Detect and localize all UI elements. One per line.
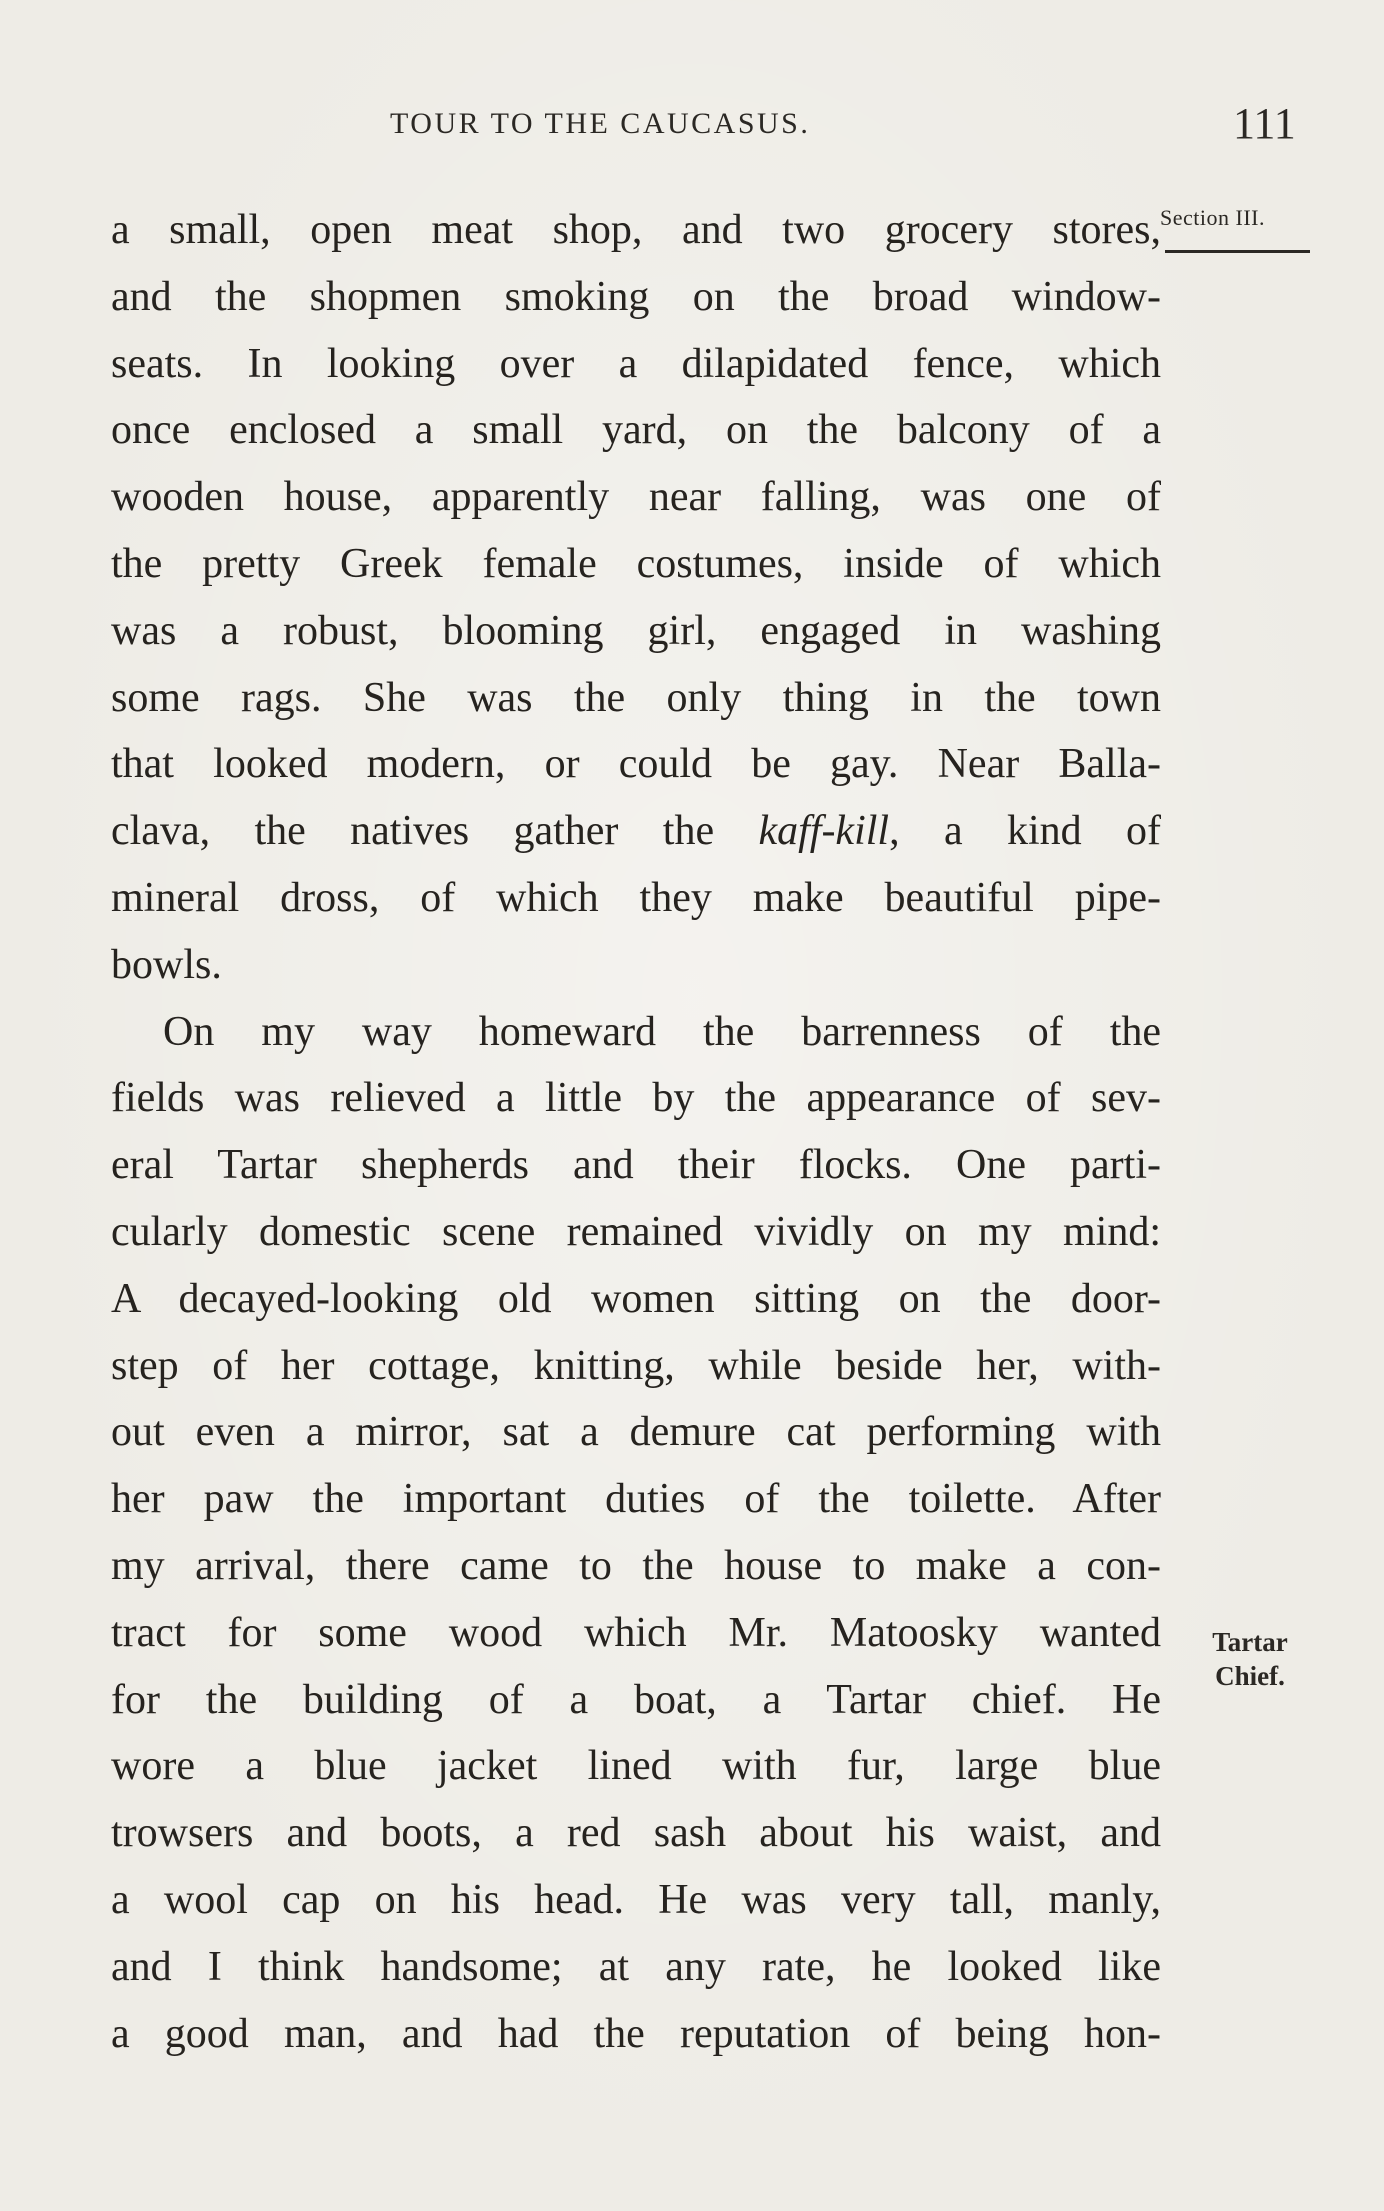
text-line: seats. In looking over a dilapidated fence, which (111, 340, 1161, 387)
section-sidenote: Section III. (1160, 205, 1265, 230)
text-line: wooden house, apparently near falling, was one of (111, 474, 1161, 521)
text-line: eral Tartar shepherds and their flocks. One parti- (111, 1142, 1161, 1189)
tartar-chief-sidenote (1195, 1625, 1305, 1693)
paragraph-start-line: On my way homeward the barrenness of the (163, 1008, 1161, 1055)
text-line: her paw the important duties of the toilette. After (111, 1476, 1161, 1523)
text-line: was a robust, blooming girl, engaged in washing (111, 607, 1161, 654)
text-fragment: clava, the natives gather the (111, 808, 759, 855)
text-line: a good man, and had the reputation of being hon- (111, 2010, 1161, 2057)
text-fragment: , a kind of (889, 808, 1161, 855)
text-line: that looked modern, or could be gay. Near Balla- (111, 741, 1161, 788)
text-line: fields was relieved a little by the appearance of sev- (111, 1075, 1161, 1122)
text-line: A decayed-looking old women sitting on the door- (111, 1275, 1161, 1322)
text-line: step of her cottage, knitting, while beside her, with- (111, 1342, 1161, 1389)
text-line: my arrival, there came to the house to make a con- (111, 1542, 1161, 1589)
text-line: mineral dross, of which they make beautiful pipe- (111, 874, 1161, 921)
text-line: some rags. She was the only thing in the town (111, 674, 1161, 721)
sidenote-rule (1165, 250, 1310, 253)
text-line-with-italic (111, 798, 1161, 865)
text-line: for the building of a boat, a Tartar chief. He (111, 1676, 1161, 1723)
sidenote-tartar-line: Tartar (1212, 1627, 1288, 1657)
text-line: wore a blue jacket lined with fur, large blue (111, 1743, 1161, 1790)
text-line: trowsers and boots, a red sash about his waist, and (111, 1810, 1161, 1857)
text-line: the pretty Greek female costumes, inside of which (111, 540, 1161, 587)
text-line: and I think handsome; at any rate, he looked like (111, 1943, 1161, 1990)
text-line: bowls. (111, 941, 222, 988)
text-line: cularly domestic scene remained vividly on my mind: (111, 1208, 1161, 1255)
body-text (111, 197, 1161, 2067)
text-line: and the shopmen smoking on the broad window- (111, 273, 1161, 320)
page-number: 111 (1233, 99, 1296, 148)
running-head: TOUR TO THE CAUCASUS. (390, 107, 811, 140)
sidenote-chief-line: Chief. (1215, 1661, 1285, 1691)
italic-term: kaff-kill (758, 808, 890, 855)
text-line: tract for some wood which Mr. Matoosky wanted (111, 1609, 1161, 1656)
text-line: a small, open meat shop, and two grocery stores, (111, 207, 1161, 253)
text-line: once enclosed a small yard, on the balcony of a (111, 407, 1161, 454)
text-line: a wool cap on his head. He was very tall, manly, (111, 1876, 1161, 1923)
text-line: out even a mirror, sat a demure cat performing with (111, 1409, 1161, 1456)
